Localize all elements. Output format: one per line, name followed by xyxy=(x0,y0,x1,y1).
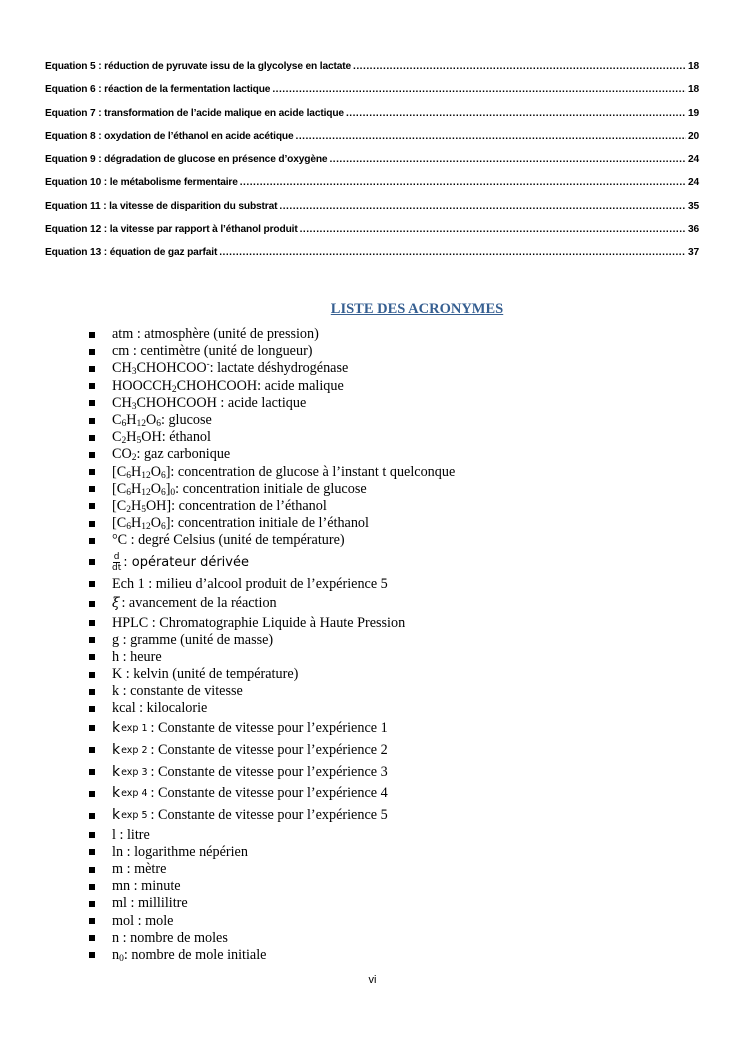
acronym-item-mn xyxy=(89,878,455,895)
acronym-item-glucose-t xyxy=(89,464,455,481)
toc-entry-label: Equation 10 : le métabolisme fermentaire xyxy=(45,177,238,189)
bullet-icon xyxy=(89,725,95,731)
xi-symbol: ξ xyxy=(112,595,120,612)
acronym-text: K : kelvin (unité de température) xyxy=(112,666,299,683)
bullet-icon xyxy=(89,435,95,441)
acronym-text: HPLC : Chromatographie Liquide à Haute Pression xyxy=(112,614,406,631)
acronym-item-mol xyxy=(89,912,455,929)
acronym-item-co2 xyxy=(89,446,455,463)
toc-entry[interactable] xyxy=(45,247,699,270)
acronym-text: : concentration initiale de l’éthanol xyxy=(170,515,369,532)
acronym-text: k : constante de vitesse xyxy=(112,683,243,700)
toc-entry-page: 20 xyxy=(687,130,699,142)
acronym-text: : Constante de vitesse pour l’expérience 3 xyxy=(150,763,388,780)
bullet-icon xyxy=(89,418,95,424)
bullet-icon xyxy=(89,901,95,907)
acronym-item-lactate xyxy=(89,360,455,377)
acronym-item-lactique xyxy=(89,395,455,412)
acronym-text: mn : minute xyxy=(112,878,181,895)
acronym-text: : Constante de vitesse pour l’expérience 1 xyxy=(150,719,388,736)
k-subscript: exp 2 xyxy=(121,744,148,756)
bullet-icon xyxy=(89,637,95,643)
table-of-equations xyxy=(45,61,699,271)
toc-entry-page: 19 xyxy=(687,107,699,119)
toc-leader-dots xyxy=(353,61,686,72)
acronym-text: : lactate déshydrogénase xyxy=(209,360,349,377)
derivative-fraction xyxy=(112,552,121,573)
bullet-icon xyxy=(89,654,95,660)
acronym-text: cm : centimètre (unité de longueur) xyxy=(112,343,313,360)
acronym-text: atm : atmosphère (unité de pression) xyxy=(112,326,319,343)
bullet-icon xyxy=(89,366,95,372)
acronym-item-kexp5 xyxy=(89,805,455,827)
acronym-item-m xyxy=(89,861,455,878)
toc-entry-label: Equation 11 : la vitesse de disparition du substrat xyxy=(45,200,278,212)
toc-leader-dots xyxy=(279,201,686,212)
toc-entry[interactable] xyxy=(45,177,699,200)
acronym-item-derivative xyxy=(89,549,455,575)
acronym-item-n xyxy=(89,930,455,947)
acronym-item-hplc xyxy=(89,614,455,631)
toc-entry-page: 24 xyxy=(687,177,699,189)
n0-symbol xyxy=(112,947,124,964)
toc-entry-label: Equation 6 : réaction de la fermentation lactique xyxy=(45,84,271,96)
acronym-item-n0 xyxy=(89,947,455,964)
toc-leader-dots xyxy=(346,108,686,119)
bullet-icon xyxy=(89,884,95,890)
acronym-item-ml xyxy=(89,895,455,912)
bullet-icon xyxy=(89,581,95,587)
acronym-item-cm xyxy=(89,343,455,360)
acronym-text: : nombre de mole initiale xyxy=(123,946,267,963)
formula-glucose-t: $[C_6H_{12}O_6]$ xyxy=(112,463,171,481)
acronym-item-h xyxy=(89,649,455,666)
acronym-item-xi xyxy=(89,593,455,615)
bullet-icon xyxy=(89,952,95,958)
bullet-icon xyxy=(89,620,95,626)
acronym-item-celsius xyxy=(89,532,455,549)
bullet-icon xyxy=(89,813,95,819)
acronym-item-ethanol-init xyxy=(89,515,455,532)
acronym-text: ml : millilitre xyxy=(112,895,188,912)
acronym-item-kexp3 xyxy=(89,761,455,783)
bullet-icon xyxy=(89,672,95,678)
bullet-icon xyxy=(89,769,95,775)
acronym-text: ln : logarithme népérien xyxy=(112,843,248,860)
acronym-text: h : heure xyxy=(112,648,162,665)
k-subscript: exp 1 xyxy=(121,722,148,734)
bullet-icon xyxy=(89,486,95,492)
formula-co2: $CO_2$ xyxy=(112,446,137,464)
acronym-item-kexp1 xyxy=(89,718,455,740)
acronym-text: : concentration de l’éthanol xyxy=(171,497,327,514)
acronym-text: : avancement de la réaction xyxy=(121,595,277,612)
toc-entry-page: 35 xyxy=(687,200,699,212)
bullet-icon xyxy=(89,832,95,838)
toc-leader-dots xyxy=(329,154,686,165)
acronym-text: : Constante de vitesse pour l’expérience 5 xyxy=(150,807,388,824)
k-subscript: exp 4 xyxy=(121,788,148,800)
bullet-icon xyxy=(89,503,95,509)
acronym-item-l xyxy=(89,827,455,844)
acronym-item-kcal xyxy=(89,700,455,717)
toc-entry[interactable] xyxy=(45,201,699,224)
acronym-text: : concentration de glucose à l’instant t quelconque xyxy=(170,463,456,480)
bullet-icon xyxy=(89,601,95,607)
bullet-icon xyxy=(89,538,95,544)
bullet-icon xyxy=(89,747,95,753)
acronym-item-atm xyxy=(89,326,455,343)
acronym-text: l : litre xyxy=(112,826,150,843)
toc-entry-page: 37 xyxy=(687,247,699,259)
formula-ethanol: $C_2H_5OH$ xyxy=(112,429,162,447)
k-symbol: k xyxy=(112,807,121,824)
acronym-item-malique xyxy=(89,378,455,395)
toc-entry-label: Equation 13 : équation de gaz parfait xyxy=(45,247,218,259)
acronym-item-k xyxy=(89,683,455,700)
acronym-text: n : nombre de moles xyxy=(112,929,228,946)
toc-entry[interactable] xyxy=(45,131,699,154)
toc-entry-label: Equation 8 : oxydation de l’éthanol en acide acétique xyxy=(45,130,294,142)
acronym-text: : opérateur dérivée xyxy=(123,554,249,570)
acronym-item-ethanol xyxy=(89,429,455,446)
acronym-item-kexp4 xyxy=(89,783,455,805)
toc-entry[interactable] xyxy=(45,224,699,247)
bullet-icon xyxy=(89,521,95,527)
acronym-item-kexp2 xyxy=(89,739,455,761)
acronym-text: : acide malique xyxy=(257,377,344,394)
toc-entry-label: Equation 7 : transformation de l’acide malique en acide lactique xyxy=(45,107,344,119)
k-symbol: k xyxy=(112,785,121,802)
acronym-text: : gaz carbonique xyxy=(136,446,231,463)
bullet-icon xyxy=(89,706,95,712)
acronym-text: : concentration initiale de glucose xyxy=(175,480,367,497)
acronym-item-glucose-0 xyxy=(89,481,455,498)
toc-entry-page: 36 xyxy=(687,224,699,236)
formula-glucose: $C_6H_{12}O_6$ xyxy=(112,412,161,430)
toc-entry-label: Equation 9 : dégradation de glucose en présence d’oxygène xyxy=(45,154,328,166)
toc-leader-dots xyxy=(272,84,686,95)
toc-entry-label: Equation 12 : la vitesse par rapport à l’éthanol produit xyxy=(45,224,298,236)
acronym-text: : Constante de vitesse pour l’expérience 4 xyxy=(150,785,388,802)
k-subscript: exp 3 xyxy=(121,766,148,778)
toc-leader-dots xyxy=(240,177,686,188)
bullet-icon xyxy=(89,935,95,941)
acronym-text: °C : degré Celsius (unité de température) xyxy=(112,532,345,549)
acronym-text: $CH_3CHOHCOOH$ : acide lactique xyxy=(112,394,307,412)
toc-entry[interactable] xyxy=(45,154,699,177)
toc-entry[interactable] xyxy=(45,61,699,84)
bullet-icon xyxy=(89,689,95,695)
acronym-text: m : mètre xyxy=(112,861,167,877)
k-symbol: k xyxy=(112,741,121,758)
derivative-numerator: d xyxy=(113,551,120,562)
formula-ethanol-conc: $[C_2H_5OH]$ xyxy=(112,497,172,515)
bullet-icon xyxy=(89,383,95,389)
toc-entry[interactable] xyxy=(45,108,699,131)
acronym-item-g xyxy=(89,632,455,649)
toc-entry-label: Equation 5 : réduction de pyruvate issu de la glycolyse en lactate xyxy=(45,61,352,72)
acronym-text: mol : mole xyxy=(112,912,174,929)
bullet-icon xyxy=(89,849,95,855)
page-number: vi xyxy=(368,974,377,986)
bullet-icon xyxy=(89,469,95,475)
acronym-text: g : gramme (unité de masse) xyxy=(112,631,274,648)
k-symbol: k xyxy=(112,719,121,736)
formula-glucose-0: $[C_6H_{12}O_6]_0$ xyxy=(112,480,176,498)
acronym-item-ethanol-conc xyxy=(89,498,455,515)
bullet-icon xyxy=(89,400,95,406)
toc-entry-page: 18 xyxy=(687,61,699,72)
toc-leader-dots xyxy=(295,131,685,142)
acronym-text: kcal : kilocalorie xyxy=(112,700,208,717)
toc-entry-page: 18 xyxy=(687,84,699,96)
bullet-icon xyxy=(89,349,95,355)
toc-entry[interactable] xyxy=(45,84,699,107)
acronym-item-kelvin xyxy=(89,666,455,683)
k-symbol: k xyxy=(112,763,121,780)
acronym-list xyxy=(89,326,455,964)
acronym-item-ln xyxy=(89,844,455,861)
bullet-icon xyxy=(89,332,95,338)
toc-leader-dots xyxy=(300,224,686,235)
bullet-icon xyxy=(89,791,95,797)
acronym-text: : glucose xyxy=(160,412,212,429)
formula-lactate: $CH_3CHOHCOO^-$ xyxy=(112,358,210,378)
toc-leader-dots xyxy=(219,247,686,258)
acronym-text: Ech 1 : milieu d’alcool produit de l’expérience 5 xyxy=(112,575,388,592)
k-subscript: exp 5 xyxy=(121,810,148,822)
formula-ethanol-init: $[C_6H_{12}O_6]$ xyxy=(112,515,171,533)
n0-base: n xyxy=(112,946,120,963)
acronyms-title: LISTE DES ACRONYMES xyxy=(330,301,504,317)
toc-entry-page: 24 xyxy=(687,154,699,166)
acronym-text: : éthanol xyxy=(161,429,211,446)
bullet-icon xyxy=(89,918,95,924)
bullet-icon xyxy=(89,867,95,873)
acronym-text: : Constante de vitesse pour l’expérience 2 xyxy=(150,741,388,758)
formula-malique: $HOOCCH_2CHOHCOOH$ xyxy=(112,377,258,395)
acronym-item-glucose xyxy=(89,412,455,429)
n0-subscript: 0 xyxy=(119,953,124,964)
derivative-denominator: dt xyxy=(112,562,122,573)
bullet-icon xyxy=(89,452,95,458)
bullet-icon xyxy=(89,559,95,565)
acronym-item-ech1 xyxy=(89,575,455,592)
